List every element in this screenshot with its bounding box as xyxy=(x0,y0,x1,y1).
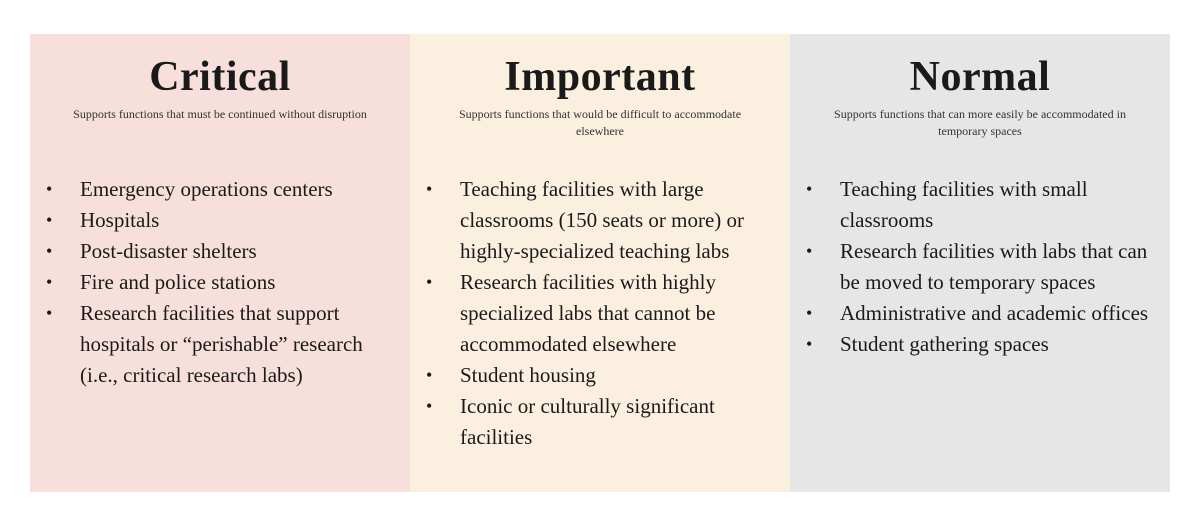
list-item-text: Iconic or culturally significant facilities xyxy=(460,394,715,449)
list-item xyxy=(804,329,1162,360)
list-item-text: Administrative and academic offices xyxy=(840,301,1149,325)
list-item xyxy=(804,174,1162,236)
list-item-text: Teaching facilities with small classrooms xyxy=(840,177,1088,232)
normal-title: Normal xyxy=(909,54,1051,100)
important-list xyxy=(424,174,782,453)
list-item xyxy=(44,205,402,236)
list-item xyxy=(44,267,402,298)
important-title: Important xyxy=(504,54,696,100)
list-item xyxy=(424,391,782,453)
bullet-icon: • xyxy=(806,179,813,199)
bullet-icon: • xyxy=(46,241,53,261)
critical-subtitle: Supports functions that must be continued without disruption xyxy=(73,107,367,121)
normal-subtitle: Supports functions that can more easily be accommodated in temporary spaces xyxy=(834,107,1126,138)
bullet-icon: • xyxy=(806,334,813,354)
bullet-icon: • xyxy=(46,179,53,199)
list-item-text: Hospitals xyxy=(80,208,160,232)
important-column xyxy=(410,34,790,492)
list-item-text: Research facilities with labs that can be moved to temporary spaces xyxy=(840,239,1148,294)
bullet-icon: • xyxy=(46,210,53,230)
list-item-text: Research facilities with highly specialized labs that cannot be accommodated elsewhere xyxy=(460,270,717,356)
critical-title: Critical xyxy=(149,54,291,100)
bullet-icon: • xyxy=(46,272,53,292)
list-item-text: Post-disaster shelters xyxy=(80,239,257,263)
list-item-text: Student housing xyxy=(460,363,596,387)
list-item-text: Student gathering spaces xyxy=(840,332,1049,356)
list-item-text: Fire and police stations xyxy=(80,270,276,294)
list-item xyxy=(804,298,1162,329)
list-item xyxy=(44,298,402,391)
list-item xyxy=(44,236,402,267)
normal-list xyxy=(804,174,1162,360)
bullet-icon: • xyxy=(46,303,53,323)
list-item-text: Emergency operations centers xyxy=(80,177,333,201)
list-item xyxy=(424,267,782,360)
bullet-icon: • xyxy=(806,303,813,323)
bullet-icon: • xyxy=(426,396,433,416)
list-item xyxy=(804,236,1162,298)
bullet-icon: • xyxy=(426,179,433,199)
bullet-icon: • xyxy=(426,365,433,385)
priority-table xyxy=(30,34,1170,492)
list-item xyxy=(44,174,402,205)
critical-list xyxy=(44,174,402,391)
important-subtitle: Supports functions that would be difficult to accommodate elsewhere xyxy=(458,107,742,138)
list-item-text: Research facilities that support hospitals or “perishable” research (i.e., critical research labs) xyxy=(80,301,363,387)
list-item xyxy=(424,174,782,267)
bullet-icon: • xyxy=(426,272,433,292)
critical-column xyxy=(30,34,410,492)
bullet-icon: • xyxy=(806,241,813,261)
normal-column xyxy=(790,34,1170,492)
list-item xyxy=(424,360,782,391)
list-item-text: Teaching facilities with large classrooms (150 seats or more) or highly-specialized teaching labs xyxy=(460,177,745,263)
